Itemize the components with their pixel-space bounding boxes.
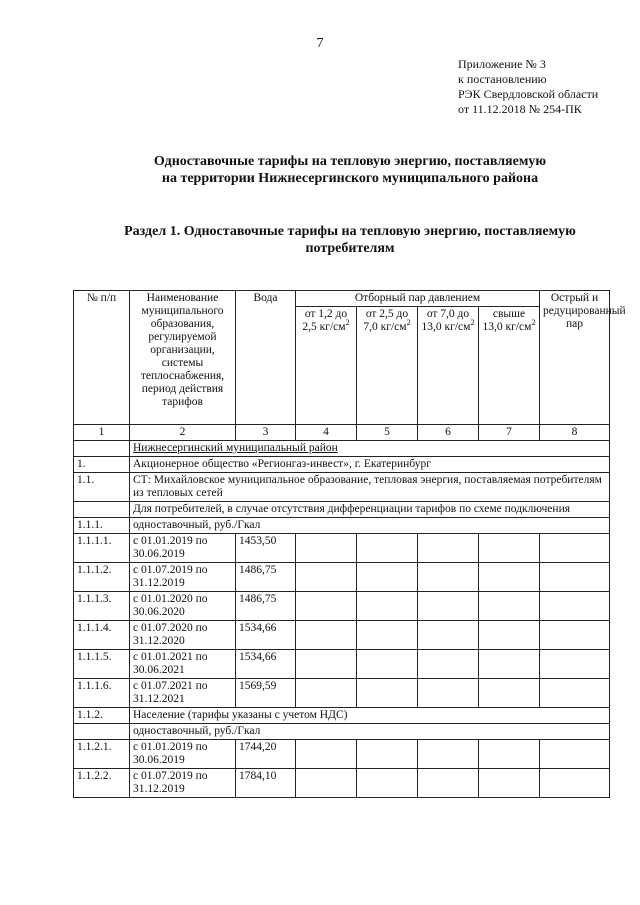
population-name: Население (тарифы указаны с учетом НДС): [130, 708, 610, 724]
table-row-population: [74, 708, 610, 724]
empty-cell: [479, 769, 540, 798]
column-number: 1: [74, 425, 130, 441]
appendix-line: к постановлению: [458, 72, 547, 86]
empty-cell: [479, 621, 540, 650]
header-pressure-4: свыше 13,0 $кг/см^2$: [479, 307, 540, 425]
empty-cell: [418, 769, 479, 798]
appendix-line: Приложение № 3: [458, 57, 546, 71]
column-number-row: [74, 425, 610, 441]
table-row-district: [74, 441, 610, 457]
empty-cell: [296, 740, 357, 769]
empty-cell: [479, 534, 540, 563]
empty-cell: [418, 740, 479, 769]
table-row-rate: [74, 518, 610, 534]
header-pressure-2: от 2,5 до 7,0 $кг/см^2$: [357, 307, 418, 425]
table-row-consumers-note: [74, 502, 610, 518]
title-line: на территории Нижнесергинского муниципального района: [161, 171, 539, 186]
empty-cell: [296, 563, 357, 592]
row-number: 1.1.1.4.: [74, 621, 130, 650]
table-row-system: [74, 473, 610, 502]
column-number: 7: [479, 425, 540, 441]
section-title: [60, 223, 640, 257]
empty-cell: [357, 621, 418, 650]
column-number: 3: [236, 425, 296, 441]
header-name: Наименование муниципального образования, регулируемой организации, системы теплоснабжения, период действия тарифов: [130, 291, 236, 425]
row-number: 1.1.2.2.: [74, 769, 130, 798]
period: с 01.01.2019 по 30.06.2019: [130, 534, 236, 563]
water-tariff: 1534,66: [236, 650, 296, 679]
population-rate-name: одноставочный, руб./Гкал: [130, 724, 610, 740]
empty-cell: [418, 650, 479, 679]
row-number: 1.1.1.6.: [74, 679, 130, 708]
empty-cell: [479, 592, 540, 621]
row-number: 1.1.1.2.: [74, 563, 130, 592]
empty-cell: [296, 621, 357, 650]
table-row: [74, 534, 610, 563]
empty-cell: [540, 769, 610, 798]
header-pressure-1: от 1,2 до 2,5 $кг/см^2$: [296, 307, 357, 425]
document-title: [60, 153, 640, 187]
empty-cell: [296, 769, 357, 798]
empty-cell: [357, 563, 418, 592]
table-row: [74, 650, 610, 679]
water-tariff: 1784,10: [236, 769, 296, 798]
district-name: Нижнесергинский муниципальный район: [130, 441, 610, 457]
empty-cell: [479, 650, 540, 679]
row-number: 1.1.1.1.: [74, 534, 130, 563]
empty-cell: [296, 679, 357, 708]
page-number: 7: [316, 36, 324, 51]
empty-cell: [418, 679, 479, 708]
column-number: 2: [130, 425, 236, 441]
table-row-population-rate: [74, 724, 610, 740]
empty-cell: [418, 592, 479, 621]
section-line: Раздел 1. Одноставочные тарифы на тепловую энергию, поставляемую: [124, 224, 576, 239]
appendix-reference: [458, 57, 598, 117]
header-steam-group: Отборный пар давлением: [296, 291, 540, 307]
header-pressure-3: от 7,0 до 13,0 $кг/см^2$: [418, 307, 479, 425]
empty-cell: [357, 534, 418, 563]
empty-cell: [540, 679, 610, 708]
empty-cell: [540, 621, 610, 650]
period: с 01.01.2020 по 30.06.2020: [130, 592, 236, 621]
empty-cell: [540, 563, 610, 592]
table-row: [74, 592, 610, 621]
row-number: 1.1.2.1.: [74, 740, 130, 769]
empty-cell: [540, 534, 610, 563]
period: с 01.07.2019 по 31.12.2019: [130, 563, 236, 592]
empty-cell: [357, 740, 418, 769]
water-tariff: 1453,50: [236, 534, 296, 563]
column-number: 6: [418, 425, 479, 441]
water-tariff: 1486,75: [236, 563, 296, 592]
organization-name: Акционерное общество «Регионгаз-инвест», г. Екатеринбург: [130, 457, 610, 473]
row-number: 1.: [74, 457, 130, 473]
empty-cell: [296, 592, 357, 621]
empty-cell: [74, 441, 130, 457]
period: с 01.01.2019 по 30.06.2019: [130, 740, 236, 769]
empty-cell: [479, 740, 540, 769]
table-row: [74, 621, 610, 650]
row-number: 1.1.1.5.: [74, 650, 130, 679]
empty-cell: [479, 679, 540, 708]
water-tariff: 1534,66: [236, 621, 296, 650]
header-sharp-steam: Острый и редуцированный пар: [540, 291, 610, 425]
tariff-table: [73, 290, 626, 798]
empty-cell: [74, 724, 130, 740]
header-water: Вода: [236, 291, 296, 425]
table-row-organization: [74, 457, 610, 473]
empty-cell: [357, 592, 418, 621]
header-num: № п/п: [74, 291, 130, 425]
table-row: [74, 769, 610, 798]
title-line: Одноставочные тарифы на тепловую энергию, поставляемую: [153, 154, 547, 169]
water-tariff: 1744,20: [236, 740, 296, 769]
column-number: 4: [296, 425, 357, 441]
water-tariff: 1486,75: [236, 592, 296, 621]
empty-cell: [540, 650, 610, 679]
empty-cell: [74, 502, 130, 518]
empty-cell: [540, 592, 610, 621]
period: с 01.07.2020 по 31.12.2020: [130, 621, 236, 650]
row-number: 1.1.1.3.: [74, 592, 130, 621]
empty-cell: [540, 740, 610, 769]
period: с 01.07.2021 по 31.12.2021: [130, 679, 236, 708]
empty-cell: [357, 650, 418, 679]
row-number: 1.1.: [74, 473, 130, 502]
column-number: 5: [357, 425, 418, 441]
table-row: [74, 740, 610, 769]
row-number: 1.1.1.: [74, 518, 130, 534]
table-row: [74, 563, 610, 592]
consumers-note: Для потребителей, в случае отсутствия дифференциации тарифов по схеме подключения: [130, 502, 610, 518]
appendix-line: от 11.12.2018 № 254-ПК: [458, 102, 582, 116]
row-number: 1.1.2.: [74, 708, 130, 724]
table-row: [74, 679, 610, 708]
empty-cell: [296, 650, 357, 679]
empty-cell: [418, 534, 479, 563]
period: с 01.01.2021 по 30.06.2021: [130, 650, 236, 679]
rate-name: одноставочный, руб./Гкал: [130, 518, 610, 534]
empty-cell: [418, 563, 479, 592]
empty-cell: [418, 621, 479, 650]
system-name: СТ: Михайловское муниципальное образование, тепловая энергия, поставляемая потребителям из тепловых сетей: [130, 473, 610, 502]
water-tariff: 1569,59: [236, 679, 296, 708]
section-line: потребителям: [305, 241, 395, 256]
empty-cell: [357, 769, 418, 798]
empty-cell: [357, 679, 418, 708]
empty-cell: [296, 534, 357, 563]
period: с 01.07.2019 по 31.12.2019: [130, 769, 236, 798]
column-number: 8: [540, 425, 610, 441]
appendix-line: РЭК Свердловской области: [458, 87, 599, 101]
empty-cell: [479, 563, 540, 592]
